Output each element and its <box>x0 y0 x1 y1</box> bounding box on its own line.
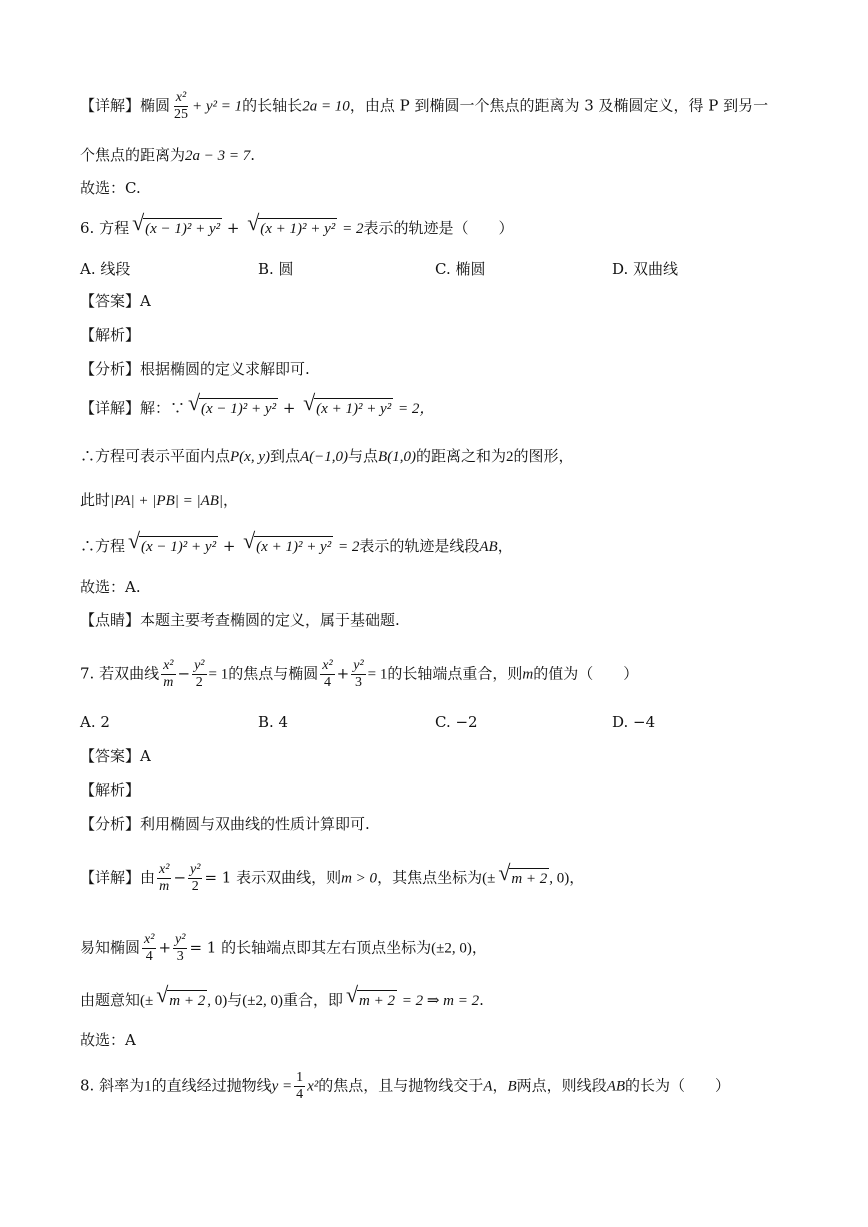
option-b: B. 圆 <box>258 260 294 278</box>
text: ∴方程 <box>80 537 126 555</box>
math: |PA| + |PB| = |AB| <box>110 493 224 509</box>
text: 的直线经过抛物线 <box>151 1076 272 1095</box>
math: (±2, 0) <box>242 993 283 1009</box>
math: AB <box>606 1078 626 1095</box>
question-6: 6. 方程√ (x − 1)² + y² + √ (x + 1)² + y² = 2表示的轨迹是（ ） <box>80 218 513 239</box>
math: 2a − 3 = 7 <box>185 148 251 164</box>
sqrt-expr: √ (x − 1)² + y² <box>143 218 222 239</box>
numerator: y² <box>353 658 364 673</box>
math: , 0) <box>207 993 228 1009</box>
denominator: 3 <box>354 675 362 690</box>
analysis-heading: 【解析】 <box>80 781 141 799</box>
text: 的值为（ ） <box>533 664 639 683</box>
text: 两点，则线段 <box>516 1076 607 1095</box>
fraction <box>294 1070 305 1103</box>
math: = 2， <box>398 401 435 417</box>
text: 与 <box>227 991 243 1009</box>
choice-line: 故选：A <box>80 1031 136 1049</box>
text: = 1 的长轴端点即其左右顶点坐标为 <box>189 938 432 957</box>
math: (±2, 0) <box>431 940 472 957</box>
text: 到点 <box>269 447 300 465</box>
numerator: 1 <box>296 1070 304 1085</box>
label: 8. 斜率为 <box>80 1076 145 1095</box>
math: y = <box>271 1078 293 1095</box>
denominator: 3 <box>176 949 184 964</box>
denominator: 2 <box>195 675 203 690</box>
denominator: 25 <box>174 107 189 122</box>
math: = 2 ⇒ m = 2 <box>401 993 480 1009</box>
label: 6. 方程 <box>80 219 130 237</box>
math: x² <box>307 1078 319 1095</box>
numerator: x² <box>159 862 170 877</box>
math: A(−1,0) <box>300 449 349 465</box>
math: B(1,0) <box>378 449 416 465</box>
text: . <box>479 991 484 1009</box>
text: 易知椭圆 <box>80 938 141 957</box>
math: 1 <box>144 1078 152 1095</box>
dianjing: 【点睛】本题主要考查椭圆的定义，属于基础题. <box>80 611 400 629</box>
sqrt-expr: √ (x + 1)² + y² <box>258 218 337 239</box>
option-a: A. 2 <box>80 713 110 731</box>
text: 与点 <box>348 447 379 465</box>
choice-line: 故选：A. <box>80 578 141 596</box>
numerator: x² <box>163 658 174 673</box>
sqrt-expr: √ (x + 1)² + y² <box>314 398 393 419</box>
text: ， <box>223 491 239 509</box>
label: 7. 若双曲线 <box>80 664 160 683</box>
numerator: y² <box>175 932 186 947</box>
sqrt-expr: √ (x + 1)² + y² <box>254 536 333 557</box>
text: 的长为（ ） <box>625 1076 731 1095</box>
fraction <box>172 90 190 123</box>
denominator: 2 <box>191 879 199 894</box>
text: 的长轴长 <box>242 96 303 115</box>
numerator: x² <box>144 932 155 947</box>
text: 表示的轨迹是（ ） <box>363 219 514 237</box>
detail-line <box>80 490 238 511</box>
text: ，由点 P 到椭圆一个焦点的距离为 3 及椭圆定义，得 P 到另一 <box>349 96 769 115</box>
text: 的图形， <box>513 447 574 465</box>
sqrt-expr: √ m + 2 <box>509 868 549 889</box>
fraction <box>173 932 187 965</box>
option-c: C. −2 <box>435 713 478 731</box>
numerator: x² <box>175 90 187 105</box>
math: (± <box>482 870 496 887</box>
math: + y² = 1 <box>192 98 243 115</box>
detail-line <box>80 446 573 467</box>
math: m <box>522 666 534 683</box>
detail-line: ∴方程√ (x − 1)² + y² + √ (x + 1)² + y² = 2表示的轨迹是线段AB， <box>80 536 513 557</box>
text: 的距离之和为 <box>415 447 506 465</box>
fenxi: 【分析】利用椭圆与双曲线的性质计算即可. <box>80 815 370 833</box>
label: 【详解】由 <box>80 868 156 887</box>
math: B <box>507 1078 517 1095</box>
fraction <box>142 932 156 965</box>
text: ， <box>471 938 487 957</box>
question-8 <box>80 1070 730 1103</box>
label: 【详解】椭圆 <box>80 96 171 115</box>
math: 2 <box>505 449 514 465</box>
text: 个焦点的距离为 <box>80 146 186 164</box>
answer: 【答案】A <box>80 292 151 310</box>
detail-line-1 <box>80 90 768 123</box>
text: 的焦点，且与抛物线交于 <box>318 1076 484 1095</box>
fenxi: 【分析】根据椭圆的定义求解即可. <box>80 360 310 378</box>
analysis-heading: 【解析】 <box>80 326 141 344</box>
text: 的长轴端点重合，则 <box>387 664 523 683</box>
fraction <box>161 658 175 691</box>
math: P(x, y) <box>230 449 270 465</box>
text: ， <box>569 868 585 887</box>
text: = 1 表示双曲线，则 <box>204 868 342 887</box>
text: 由题意知 <box>80 991 141 1009</box>
math: m > 0 <box>341 870 378 887</box>
detail-line-2 <box>80 145 255 166</box>
detail-line <box>80 990 484 1011</box>
text: ，其焦点坐标为 <box>377 868 483 887</box>
choice-line: 故选：C. <box>80 179 141 197</box>
math: = 1 <box>208 666 229 683</box>
text: . <box>250 146 256 164</box>
fraction <box>157 862 171 895</box>
detail-line: 易知椭圆 $\frac{\text{x²}}{4}$ + $\frac{\text{y²}}{3}$ = 1 的长轴端点即其左右顶点坐标为(±2, 0)， <box>80 932 487 964</box>
denominator: 4 <box>145 949 153 964</box>
detail-line: 【详解】由 $\frac{\text{x²}}{m}$ − $\frac{\text{y²}}{2}$ = 1 表示双曲线，则m > 0，其焦点坐标为(±√ m + 2 , 0)， <box>80 862 584 895</box>
numerator: x² <box>322 658 333 673</box>
math: (± <box>140 993 154 1009</box>
denominator: m <box>159 879 170 894</box>
numerator: y² <box>190 862 201 877</box>
option-b: B. 4 <box>258 713 289 731</box>
option-d: D. 双曲线 <box>612 260 679 278</box>
math: , 0) <box>549 870 570 887</box>
numerator: y² <box>194 658 205 673</box>
text: ， <box>492 1076 508 1095</box>
math: = 2 <box>338 539 360 555</box>
math: 2a = 10 <box>302 98 350 115</box>
answer: 【答案】A <box>80 747 151 765</box>
math: = 2 <box>342 221 364 237</box>
math: = 1 <box>367 666 388 683</box>
label: 【详解】解：∵ <box>80 399 186 417</box>
math: AB <box>479 539 498 555</box>
text: 的焦点与椭圆 <box>228 664 319 683</box>
option-d: D. −4 <box>612 713 656 731</box>
denominator: m <box>163 675 174 690</box>
fraction <box>320 658 334 691</box>
fraction <box>351 658 365 691</box>
sqrt-expr: √ (x − 1)² + y² <box>139 536 218 557</box>
text: 此时 <box>80 491 111 509</box>
sqrt-expr: √ (x − 1)² + y² <box>199 398 278 419</box>
option-c: C. 椭圆 <box>435 260 486 278</box>
sqrt-expr: √ m + 2 <box>357 990 397 1011</box>
sqrt-expr: √ m + 2 <box>167 990 207 1011</box>
detail-line: 【详解】解：∵√ (x − 1)² + y² + √ (x + 1)² + y² = 2， <box>80 398 434 419</box>
text: ∴方程可表示平面内点 <box>80 447 231 465</box>
text: 重合，即 <box>282 991 343 1009</box>
option-a: A. 线段 <box>80 260 131 278</box>
text: ， <box>497 537 513 555</box>
denominator: 4 <box>323 675 331 690</box>
fraction <box>192 658 206 691</box>
fraction <box>188 862 202 895</box>
math: A <box>483 1078 493 1095</box>
denominator: 4 <box>296 1087 304 1102</box>
question-7: 7. 若双曲线 $\frac{\text{x²}}{m}$ − $\frac{\text{y²}}{2}$ = 1的焦点与椭圆 $\frac{\text{x²}}{4}$ + $\frac{\text{y²}}{3}$ = 1的长轴端点重合，则m的值为（ ） <box>80 658 639 690</box>
text: 表示的轨迹是线段 <box>359 537 480 555</box>
